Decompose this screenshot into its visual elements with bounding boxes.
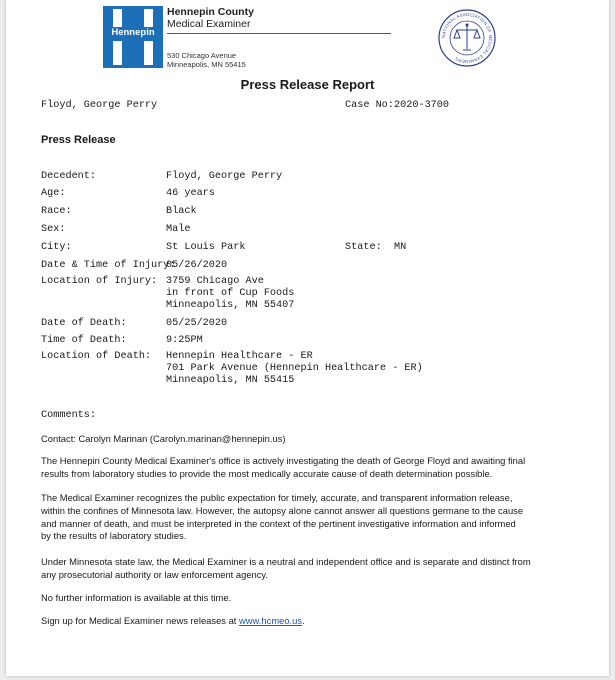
death-time-label: Time of Death: bbox=[41, 335, 127, 346]
age-label: Age: bbox=[41, 188, 66, 199]
injury-location-line-2: in front of Cup Foods bbox=[166, 288, 295, 299]
paragraph-line: within the confines of Minnesota law. However, the autopsy alone cannot answer all questions germane to the cause bbox=[41, 504, 524, 516]
paragraph-state-law bbox=[41, 556, 581, 582]
signup-period: . bbox=[302, 615, 305, 626]
hcmeo-link[interactable]: www.hcmeo.us bbox=[239, 615, 303, 626]
death-location-line-3: Minneapolis, MN 55415 bbox=[166, 375, 295, 386]
sex-value: Male bbox=[166, 224, 191, 235]
injury-location-line-1: 3759 Chicago Ave bbox=[166, 276, 264, 287]
org-name: Hennepin County bbox=[167, 6, 254, 18]
case-number-label: Case No: bbox=[345, 100, 394, 111]
city-label: City: bbox=[41, 242, 72, 253]
state-label: State: bbox=[345, 242, 382, 253]
decedent-value: Floyd, George Perry bbox=[166, 171, 283, 182]
injury-location-line-3: Minneapolis, MN 55407 bbox=[166, 300, 295, 311]
org-department: Medical Examiner bbox=[167, 18, 251, 30]
subject-name: Floyd, George Perry bbox=[41, 100, 158, 111]
paragraph-line: any prosecutorial authority or law enforcement agency. bbox=[41, 568, 269, 580]
seal-ring-text: NATIONAL ASSOCIATION OF MEDICAL EXAMINERS bbox=[440, 11, 494, 65]
sex-label: Sex: bbox=[41, 224, 66, 235]
paragraph-line: by the results of laboratory studies. bbox=[41, 530, 187, 542]
paragraph-signup bbox=[41, 615, 581, 628]
paragraph-no-further-info: No further information is available at this time. bbox=[41, 592, 232, 603]
death-date-label: Date of Death: bbox=[41, 318, 127, 329]
state-value: MN bbox=[394, 242, 407, 253]
injury-location-label: Location of Injury: bbox=[41, 276, 158, 287]
paragraph-investigation bbox=[41, 455, 581, 481]
city-value: St Louis Park bbox=[166, 242, 246, 253]
header-divider bbox=[167, 33, 391, 34]
decedent-label: Decedent: bbox=[41, 171, 97, 182]
signup-text: Sign up for Medical Examiner news releases at bbox=[41, 615, 240, 626]
report-title: Press Release Report bbox=[240, 77, 375, 92]
section-heading: Press Release bbox=[41, 134, 116, 146]
paragraph-line: and manner of death, and must be interpreted in the context of the pertinent investigative information and informed bbox=[41, 517, 516, 529]
age-value: 46 years bbox=[166, 188, 215, 199]
address-line-2: Minneapolis, MN 55415 bbox=[167, 60, 246, 69]
paragraph-expectation bbox=[41, 492, 581, 543]
injury-datetime-label: Date & Time of Injury: bbox=[41, 260, 176, 271]
comments-label: Comments: bbox=[41, 410, 97, 421]
paragraph-line: results from laboratory studies to provide the most medically accurate cause of death determination possible. bbox=[41, 467, 493, 479]
death-location-line-2: 701 Park Avenue (Hennepin Healthcare - ER) bbox=[166, 363, 423, 374]
death-date-value: 05/25/2020 bbox=[166, 318, 228, 329]
death-time-value: 9:25PM bbox=[166, 335, 203, 346]
race-value: Black bbox=[166, 206, 197, 217]
paragraph-line: Under Minnesota state law, the Medical Examiner is a neutral and independent office and is separate and distinct from bbox=[41, 556, 531, 567]
death-location-line-1: Hennepin Healthcare - ER bbox=[166, 351, 313, 362]
case-number: 2020-3700 bbox=[394, 100, 450, 111]
medical-examiners-seal bbox=[438, 9, 496, 67]
address-line-1: 530 Chicago Avenue bbox=[167, 51, 237, 60]
document-page bbox=[6, 0, 609, 676]
injury-datetime-value: 05/26/2020 bbox=[166, 260, 228, 271]
contact-line: Contact: Carolyn Marinan (Carolyn.marinan@hennepin.us) bbox=[41, 433, 286, 444]
paragraph-line: The Hennepin County Medical Examiner's office is actively investigating the death of George Floyd and awaiting final bbox=[41, 455, 526, 466]
race-label: Race: bbox=[41, 206, 72, 217]
logo-wordmark: Hennepin bbox=[111, 27, 155, 38]
death-location-label: Location of Death: bbox=[41, 351, 152, 362]
paragraph-line: The Medical Examiner recognizes the public expectation for timely, accurate, and transparent information release, bbox=[41, 492, 513, 503]
